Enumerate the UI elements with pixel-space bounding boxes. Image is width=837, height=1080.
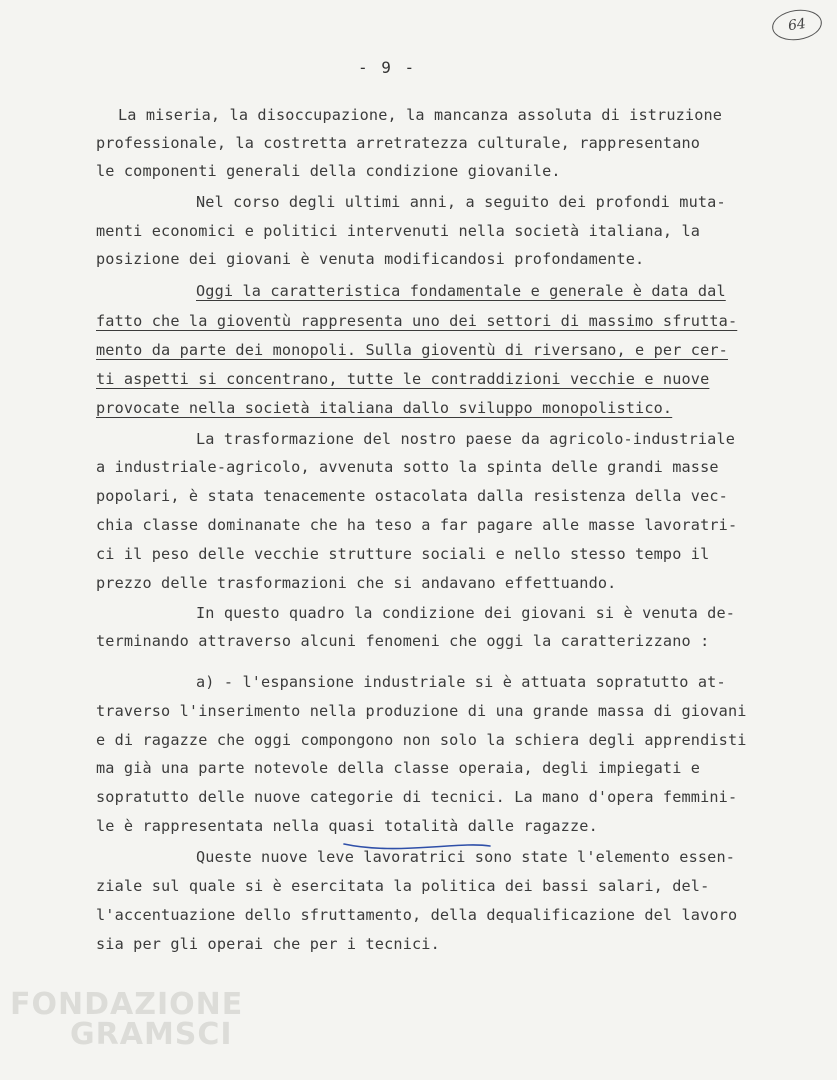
underlined-text-line: fatto che la gioventù rappresenta uno dei settori di massimo sfrutta- — [96, 312, 738, 330]
watermark-line-2: GRAMSCI — [70, 1017, 233, 1052]
text-line: In questo quadro la condizione dei giovani si è venuta de- — [196, 604, 736, 622]
text-line: chia classe dominanate che ha teso a far pagare alle masse lavoratri- — [96, 516, 738, 534]
text-line: ziale sul quale si è esercitata la politica dei bassi salari, del- — [96, 877, 710, 895]
watermark-logo — [10, 987, 244, 1052]
text-line: popolari, è stata tenacemente ostacolata dalla resistenza della vec- — [96, 487, 728, 505]
text-line: prezzo delle trasformazioni che si andavano effettuando. — [96, 574, 617, 592]
text-line: le è rappresentata nella quasi totalità dalle ragazze. — [96, 817, 598, 835]
text-line: ma già una parte notevole della classe operaia, degli impiegati e — [96, 759, 701, 777]
text-line: La miseria, la disoccupazione, la mancanza assoluta di istruzione — [118, 106, 723, 124]
text-line: Queste nuove leve lavoratrici sono state l'elemento essen- — [196, 848, 736, 866]
archive-mark: 64 — [770, 7, 824, 44]
underlined-text-line: mento da parte dei monopoli. Sulla gioventù di riversano, e per cer- — [96, 341, 728, 359]
text-line: sia per gli operai che per i tecnici. — [96, 935, 440, 953]
underlined-text-line: provocate nella società italiana dallo sviluppo monopolistico. — [96, 399, 673, 417]
text-line: menti economici e politici intervenuti nella società italiana, la — [96, 222, 701, 240]
text-line: ci il peso delle vecchie strutture sociali e nello stesso tempo il — [96, 545, 710, 563]
underlined-text-line: ti aspetti si concentrano, tutte le contraddizioni vecchie e nuove — [96, 370, 710, 388]
text-line: Nel corso degli ultimi anni, a seguito dei profondi muta- — [196, 193, 726, 211]
text-line: La trasformazione del nostro paese da agricolo-industriale — [196, 430, 736, 448]
text-line: professionale, la costretta arretratezza culturale, rappresentano — [96, 134, 701, 152]
page-number: - 9 - — [358, 58, 417, 77]
text-line: sopratutto delle nuove categorie di tecnici. La mano d'opera femmini- — [96, 788, 738, 806]
text-line: l'accentuazione dello sfruttamento, della dequalificazione del lavoro — [96, 906, 738, 924]
text-line: traverso l'inserimento nella produzione di una grande massa di giovani — [96, 702, 747, 720]
underlined-text-line: Oggi la caratteristica fondamentale e generale è data dal — [196, 282, 726, 300]
text-line: e di ragazze che oggi compongono non solo la schiera degli apprendisti — [96, 731, 747, 749]
text-line: posizione dei giovani è venuta modificandosi profondamente. — [96, 250, 645, 268]
text-line: le componenti generali della condizione giovanile. — [96, 162, 561, 180]
text-line: a) - l'espansione industriale si è attuata sopratutto at- — [196, 673, 726, 691]
watermark-line-1: FONDAZIONE — [10, 987, 244, 1022]
text-line: a industriale-agricolo, avvenuta sotto la spinta delle grandi masse — [96, 458, 719, 476]
text-line: terminando attraverso alcuni fenomeni che oggi la caratterizzano : — [96, 632, 710, 650]
